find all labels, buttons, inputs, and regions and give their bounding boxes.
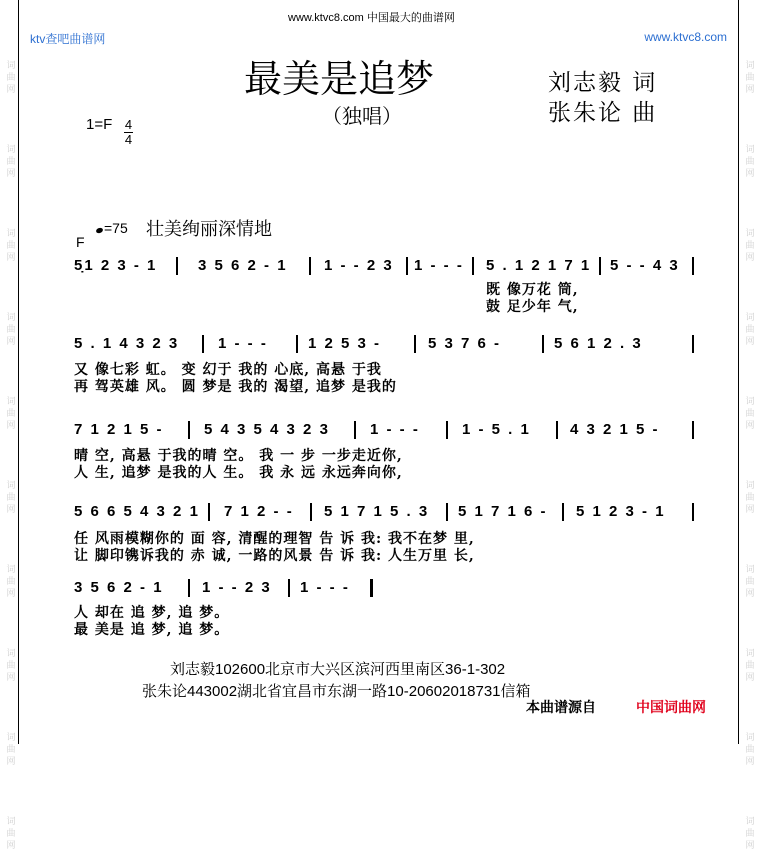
lyric-block-4	[74, 531, 475, 565]
key-mark: F	[76, 234, 85, 250]
watermark-text: 词曲网	[4, 228, 15, 264]
lyric-line: 任 风雨模糊你的 面 容, 清醒的理智 告 诉 我: 我不在梦 里,	[74, 531, 475, 547]
measure: 3 5 6 2 - 1	[74, 579, 164, 596]
measure: 1 - - -	[300, 579, 350, 596]
lyricist-address: 刘志毅102600北京市大兴区滨河西里南区36-1-302	[170, 661, 506, 678]
barline	[288, 579, 290, 597]
watermark-text: 词曲网	[4, 564, 15, 600]
barline	[309, 257, 311, 275]
measure: 5 1 7 1 6 -	[458, 503, 548, 520]
measure: 7 1 2 - -	[224, 503, 294, 520]
lyric-block-5	[74, 605, 229, 639]
site-name-left[interactable]: ktv查吧曲谱网	[30, 32, 106, 46]
barline	[188, 421, 190, 439]
measure: 3 5 6 2 - 1	[198, 257, 288, 274]
measure: 5 1 7 1 5 . 3	[324, 503, 430, 520]
measure: 1 - - 2 3	[202, 579, 272, 596]
right-watermark-strip	[741, 60, 755, 852]
watermark-text: 词曲网	[743, 60, 754, 96]
watermark-text: 词曲网	[4, 480, 15, 516]
composer-address: 张朱论443002湖北省宜昌市东湖一路10-20602018731信箱	[142, 683, 531, 700]
song-title: 最美是追梦	[244, 57, 435, 101]
measure: 7 1 2 1 5 -	[74, 421, 164, 438]
score-row-5	[72, 577, 712, 599]
measure: 5 1 2 3 - 1	[576, 503, 666, 520]
watermark-text: 词曲网	[4, 144, 15, 180]
barline	[446, 421, 448, 439]
barline	[692, 335, 694, 353]
measure: 5 6 6 5 4 3 2 1	[74, 503, 200, 520]
lyricist-credit: 刘志毅 词	[548, 70, 658, 96]
lyric-line: 最 美是 追 梦, 追 梦。	[74, 622, 230, 638]
final-barline	[370, 579, 373, 597]
watermark-text: 词曲网	[743, 312, 754, 348]
measure: 1 2 5 3 -	[308, 335, 382, 352]
song-subtitle: （独唱）	[322, 104, 402, 128]
barline	[354, 421, 356, 439]
measure: 1 - - -	[370, 421, 420, 438]
lyric-block-3	[74, 448, 403, 482]
site-banner[interactable]: www.ktvc8.com 中国最大的曲谱网	[288, 12, 455, 24]
watermark-text: 词曲网	[4, 396, 15, 432]
tempo-marking	[96, 220, 128, 236]
left-border-line	[18, 0, 19, 744]
right-border-line	[738, 0, 739, 744]
measure: 5 - - 4 3	[610, 257, 680, 274]
lyric-line: 人 生, 追梦 是我的人 生。 我 永 远 永远奔向你,	[74, 465, 403, 481]
barline	[202, 335, 204, 353]
time-signature-bottom: 4	[124, 132, 133, 147]
score-row-1	[72, 255, 712, 277]
watermark-text: 词曲网	[4, 312, 15, 348]
measure: 5 . 1 4 3 2 3	[74, 335, 180, 352]
barline	[208, 503, 210, 521]
watermark-text: 词曲网	[743, 396, 754, 432]
barline	[692, 257, 694, 275]
score-row-4	[72, 501, 712, 523]
score-row-2	[72, 333, 712, 355]
barline	[692, 421, 694, 439]
barline	[414, 335, 416, 353]
barline	[176, 257, 178, 275]
barline	[406, 257, 408, 275]
watermark-text: 词曲网	[743, 648, 754, 684]
lyric-line: 晴 空, 高悬 于我的晴 空。 我 一 步 一步走近你,	[74, 448, 403, 464]
tempo-value: =75	[104, 220, 128, 236]
note-icon	[95, 227, 103, 234]
lyric-line: 再 驾英雄 风。 圆 梦是 我的 渴望, 追梦 是我的	[74, 379, 397, 395]
watermark-text: 词曲网	[4, 648, 15, 684]
watermark-text: 词曲网	[743, 564, 754, 600]
measure: 4 3 2 1 5 -	[570, 421, 660, 438]
barline	[692, 503, 694, 521]
watermark-text: 词曲网	[743, 732, 754, 768]
watermark-text: 词曲网	[4, 60, 15, 96]
measure: 5 . 1 2 1 7 1	[486, 257, 592, 274]
composer-credit: 张朱论 曲	[548, 100, 658, 126]
key-signature: 1=F	[86, 116, 113, 133]
lyric-line: 人 却在 追 梦, 追 梦。	[74, 605, 230, 621]
watermark-text: 词曲网	[743, 228, 754, 264]
left-watermark-strip	[2, 60, 16, 852]
measure: 1 - - -	[218, 335, 268, 352]
site-url-right[interactable]: www.ktvc8.com	[644, 30, 727, 44]
measure: 1 - - -	[414, 257, 464, 274]
barline	[310, 503, 312, 521]
barline	[599, 257, 601, 275]
lyric-line: 鼓 足少年 气,	[486, 299, 579, 315]
lyric-block-1	[486, 282, 579, 316]
time-signature-top: 4	[124, 117, 133, 132]
barline	[542, 335, 544, 353]
lyric-line: 既 像万花 筒,	[486, 282, 579, 298]
watermark-text: 词曲网	[4, 816, 15, 852]
barline	[446, 503, 448, 521]
expression-marking: 壮美绚丽深情地	[146, 219, 272, 240]
source-site-link[interactable]: 中国词曲网	[636, 700, 706, 716]
watermark-text: 词曲网	[743, 144, 754, 180]
barline	[296, 335, 298, 353]
score-row-3	[72, 419, 712, 441]
watermark-text: 词曲网	[743, 480, 754, 516]
measure: 1 - 5 . 1	[462, 421, 531, 438]
source-label: 本曲谱源自	[526, 700, 596, 716]
barline	[556, 421, 558, 439]
measure: 5 6 1 2 . 3	[554, 335, 643, 352]
lyric-line: 又 像七彩 虹。 变 幻于 我的 心底, 高悬 于我	[74, 362, 382, 378]
lyric-block-2	[74, 362, 397, 396]
watermark-text: 词曲网	[743, 816, 754, 852]
measure: 5 3 7 6 -	[428, 335, 502, 352]
watermark-text: 词曲网	[4, 732, 15, 768]
measure: 5 4 3 5 4 3 2 3	[204, 421, 330, 438]
time-signature	[124, 118, 133, 147]
lyric-line: 让 脚印镌诉我的 赤 诚, 一路的风景 告 诉 我: 人生万里 长,	[74, 548, 475, 564]
barline	[472, 257, 474, 275]
barline	[562, 503, 564, 521]
measure: 5̣1 2 3 - 1	[74, 257, 158, 274]
barline	[188, 579, 190, 597]
measure: 1 - - 2 3	[324, 257, 394, 274]
